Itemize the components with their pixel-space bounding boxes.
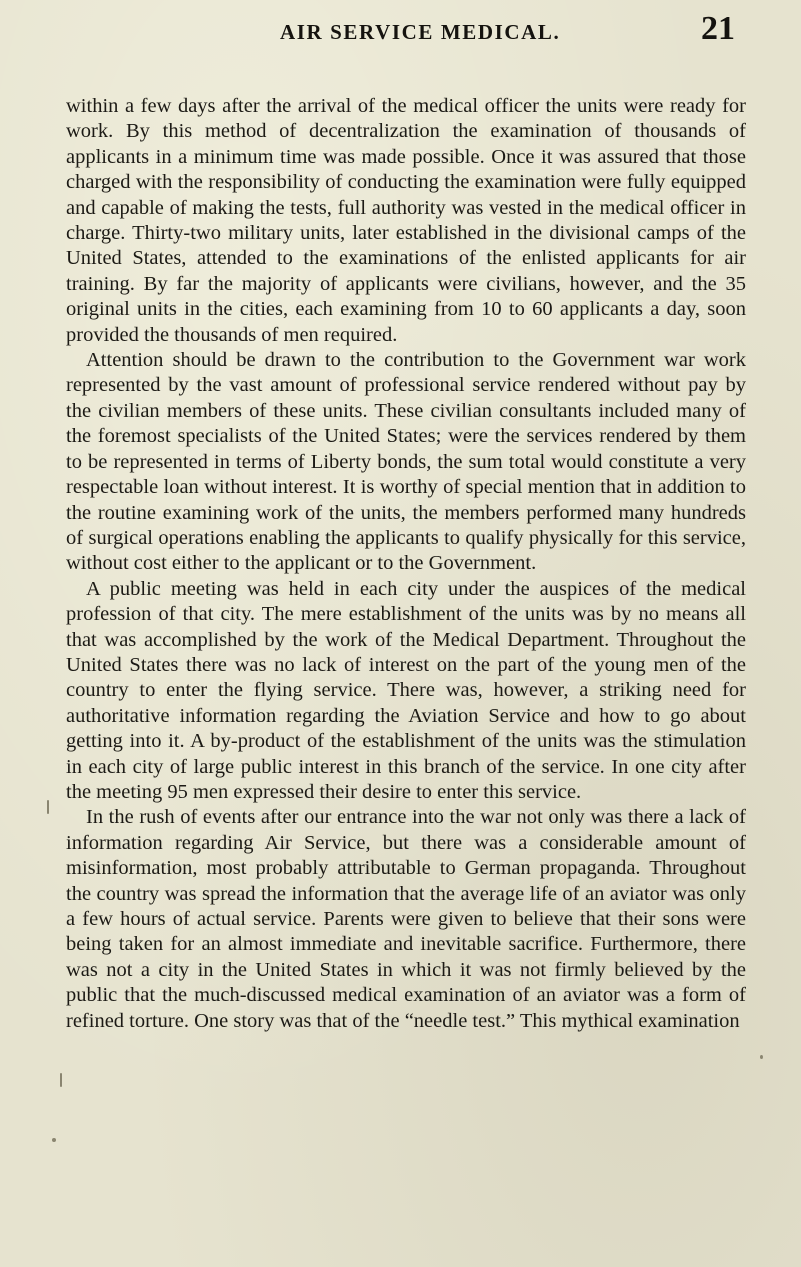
paper-speck	[60, 1073, 62, 1087]
running-head	[0, 6, 801, 52]
paragraph-professional-service: Attention should be drawn to the contribution to the Government war work represented by the vast amount of professional service rendered without pay by the civilian members of these units. These civilian consultants included many of the foremost specialists of the United States; were the services rendered by them to be represented in terms of Liberty bonds, the sum total would constitute a very respectable loan without interest. It is worthy of special mention that in addition to the routine examining work of the units, the members performed many hundreds of surgical operations enabling the applicants to qualify physically for this service, without cost either to the applicant or to the Government.	[66, 349, 746, 575]
paper-speck	[47, 800, 49, 814]
paper-speck	[52, 1138, 56, 1142]
paragraph-misinformation: In the rush of events after our entrance into the war not only was there a lack of information regarding Air Service, but there was a considerable amount of misinformation, most probably attributable to German propaganda. Throughout the country was spread the information that the average life of an aviator was only a few hours of actual service. Parents were given to believe that their sons were being taken for an almost immediate and inevitable sacrifice. Furthermore, there was not a city in the United States in which it was not firmly believed by the public that the much-discussed medical examination of an aviator was a form of refined torture. One story was that of the “needle test.” This mythical examination	[66, 806, 746, 1032]
page-number: 21	[701, 10, 735, 47]
running-title: AIR SERVICE MEDICAL.	[280, 20, 561, 44]
paragraph-decentralization: within a few days after the arrival of the medical officer the units were ready for work. By this method of decentralization the examination of thousands of applicants in a minimum time was made possible. Once it was assured that those charged with the responsibility of conducting the examination were fully equipped and capable of making the tests, full authority was vested in the medical officer in charge. Thirty-two military units, later established in the divisional camps of the United States, attended to the examinations of the enlisted applicants for air training. By far the majority of applicants were civilians, however, and the 35 original units in the cities, each examining from 10 to 60 applicants a day, soon provided the thousands of men required.	[66, 95, 746, 346]
paper-speck	[760, 1055, 763, 1059]
body-text	[66, 94, 746, 1034]
paragraph-public-meeting: A public meeting was held in each city under the auspices of the medical profession of that city. The mere establishment of the units was by no means all that was accomplished by the work of the Medical Department. Throughout the United States there was no lack of interest on the part of the young men of the country to enter the flying service. There was, however, a striking need for authoritative information regarding the Aviation Service and how to go about getting into it. A by-product of the establishment of the units was the stimulation in each city of large public interest in this branch of the service. In one city after the meeting 95 men expressed their desire to enter this service.	[66, 577, 746, 803]
